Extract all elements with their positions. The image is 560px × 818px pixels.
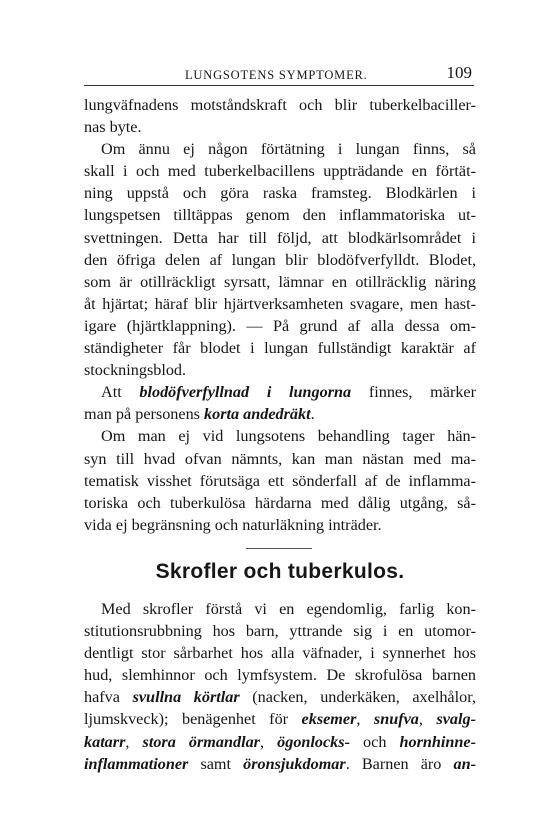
- text-run: och: [349, 732, 400, 751]
- section-heading: Skrofler och tuberkulos.: [155, 560, 405, 583]
- emphasis: eksemer: [301, 710, 357, 729]
- text-line: dentligt stor sårbarhet hos alla väfnader, i synnerhet hos: [84, 644, 476, 663]
- text-line: ständigheter får blodet i lungan fullständigt karaktär af: [84, 339, 476, 358]
- emphasis: ögonlocks-: [277, 732, 350, 751]
- text-line: [84, 381, 476, 403]
- text-line: toriska och tuberkulösa härdarna med dålig utgång, så-: [84, 493, 476, 512]
- text-line: lungväfnadens motståndskraft och blir tuberkelbaciller-: [84, 96, 476, 114]
- text-line: lungspetsen tilltäppas genom den inflammatoriska ut-: [84, 206, 476, 225]
- text-line: stitutionsrubbning hos barn, yttrande sig i en utomor-: [84, 622, 476, 641]
- emphasis: katarr: [84, 732, 126, 751]
- emphasis: stora örmandlar: [142, 732, 260, 751]
- text-run: ,: [259, 732, 278, 751]
- emphasis: korta andedräkt: [204, 405, 311, 424]
- text-line: som är otillräckligt syrsatt, lämnar en otillräcklig näring: [84, 272, 476, 291]
- emphasis: blodöfverfyllnad i lungorna: [139, 383, 352, 402]
- text-line: syn till hvad ofvan nämnts, kan man nästan med ma-: [84, 449, 476, 468]
- section-text-block: [84, 598, 476, 775]
- text-run: (nacken, underkäken, axelhålor,: [239, 688, 476, 707]
- emphasis: inflammationer: [84, 754, 189, 773]
- upper-text-block: [84, 94, 476, 536]
- text-line: svettningen. Detta har till följd, att blodkärlsområdet i: [84, 228, 476, 247]
- section-divider: [246, 548, 312, 549]
- text-line: Om man ej vid lungsotens behandling tager hän-: [101, 427, 476, 446]
- text-line: Med skrofler förstå vi en egendomlig, farlig kon-: [101, 600, 476, 618]
- text-line: ning uppstå och göra raska framsteg. Blodkärlen i: [84, 184, 476, 203]
- text-line: igare (hjärtklappning). — På grund af alla dessa om-: [84, 316, 476, 335]
- text-line: [84, 753, 476, 775]
- page-number: 109: [446, 63, 472, 82]
- text-line: skall i och med tuberkelbacillens uppträdande en förtät-: [84, 162, 476, 181]
- text-line: stockningsblod.: [84, 361, 187, 380]
- text-run: ljumskveck); benägenhet för: [84, 710, 302, 729]
- text-line: tematisk visshet förutsäga ett sönderfall af de inflamma-: [84, 471, 476, 490]
- emphasis: svalg-: [436, 710, 476, 729]
- emphasis: svullna körtlar: [132, 688, 240, 707]
- text-line: Om ännu ej någon förtätning i lungan finns, så: [101, 140, 476, 159]
- text-line: den öfriga delen af lungan blir blodöfverfylldt. Blodet,: [84, 250, 476, 269]
- text-line: [84, 403, 476, 425]
- emphasis: an-: [453, 754, 476, 773]
- emphasis: hornhinne-: [399, 732, 477, 751]
- text-line: [84, 708, 476, 730]
- text-run: finnes, märker: [351, 383, 476, 402]
- text-run: ,: [356, 710, 374, 729]
- text-run: ,: [418, 710, 437, 729]
- text-run: samt: [188, 754, 244, 773]
- text-line: vida ej begränsning och naturläkning inträder.: [84, 515, 382, 534]
- text-run: . Barnen äro: [345, 754, 454, 773]
- text-line: [84, 731, 476, 753]
- running-title: LUNGSOTENS SYMPTOMER.: [185, 68, 368, 82]
- text-run: hafva: [84, 688, 133, 707]
- header-rule: [84, 85, 474, 86]
- emphasis: snufva: [373, 710, 419, 729]
- text-run: man på personens: [84, 405, 205, 424]
- text-run: Att: [101, 383, 140, 402]
- text-run: .: [310, 405, 315, 424]
- emphasis: öronsjukdomar: [243, 754, 346, 773]
- text-line: hud, slemhinnor och lymfsystem. De skrofulösa barnen: [84, 666, 476, 685]
- text-run: ,: [125, 732, 143, 751]
- text-line: åt hjärtat; häraf blir hjärtverksamheten svagare, men hast-: [84, 294, 476, 313]
- text-line: [84, 686, 476, 708]
- text-line: nas byte.: [84, 118, 142, 137]
- running-head: [84, 62, 474, 86]
